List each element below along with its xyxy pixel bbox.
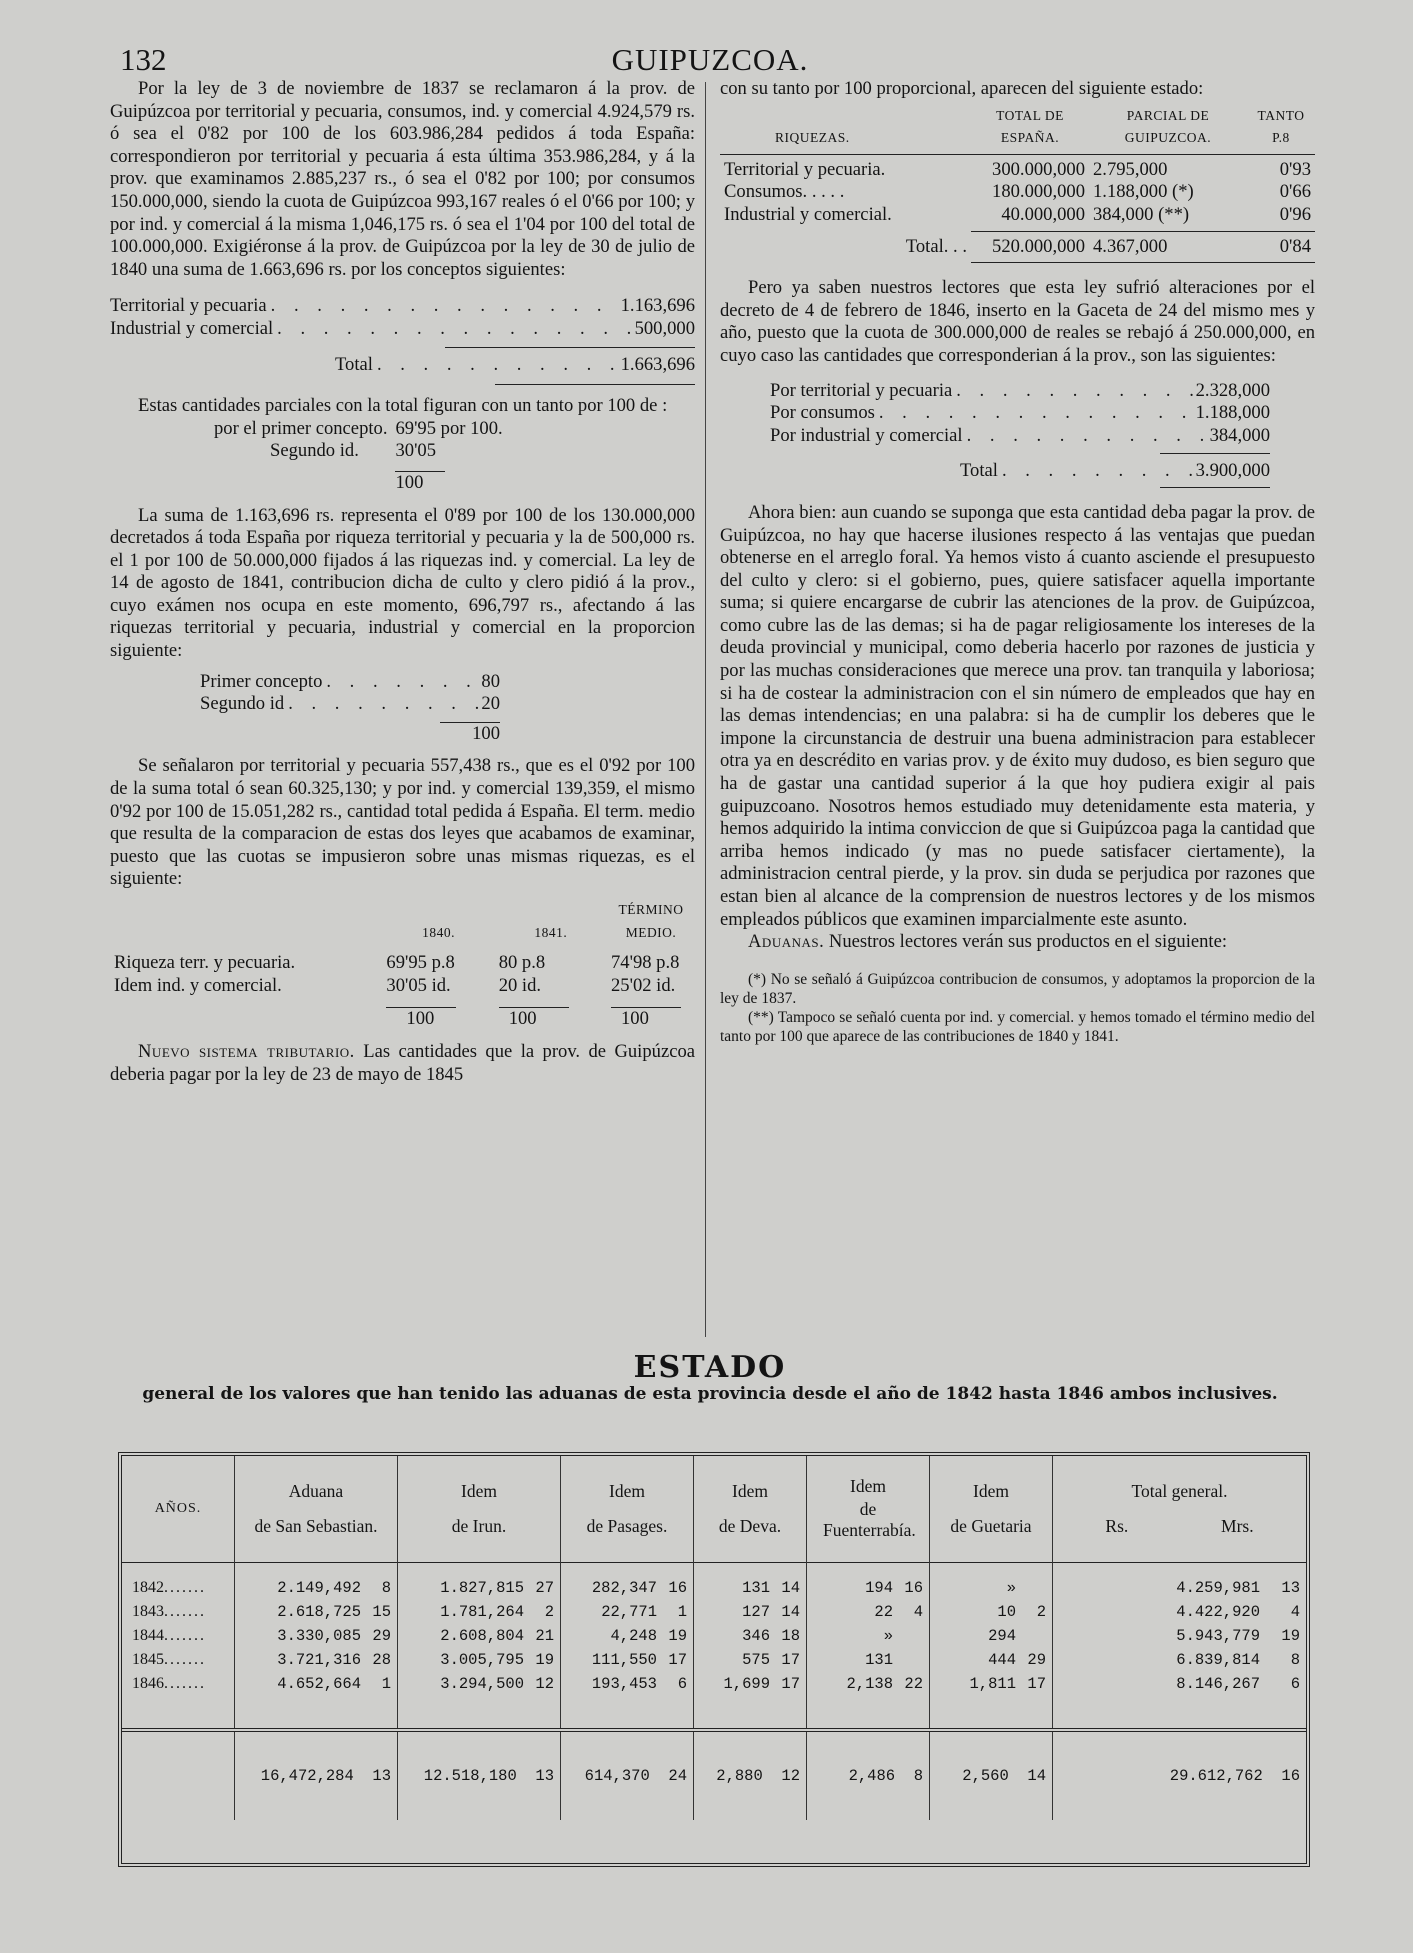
table-cell: 194 16 bbox=[807, 1576, 930, 1600]
col-anos: AÑOS. bbox=[154, 1500, 202, 1516]
list-1846 bbox=[770, 380, 1270, 488]
table-cell: 2.149,492 8 bbox=[235, 1576, 398, 1600]
table-cell: 111,550 17 bbox=[561, 1648, 694, 1672]
list-item: Por territorial y pecuaria . . . 2.328,000 bbox=[770, 380, 1270, 403]
left-paragraph-1: Por la ley de 3 de noviembre de 1837 se reclamaron á la prov. de Guipúzcoa por territorial y pecuaria, consumos, ind. y comercial 4.924,579 rs. ó sea el 0'82 por 100 de los 603.986,284 pedidos á toda España: correspondieron por territorial y pecuaria á esta última 353.986,284, y á la prov. que examinamos 2.885,237 rs., ó sea el 0'82 por 100; por consumos 150.000,000, siendo la cuota de Guipúzcoa 993,167 reales ó el 0'66 por 100; y por ind. y comercial á la misma 1,046,175 rs. ó sea el 1'04 por 100 del total de 100.000,000. Exigiéronse á la prov. de Guipúzcoa por la ley de 30 de julio de 1840 una suma de 1.663,696 rs. por los conceptos siguientes: bbox=[110, 78, 695, 280]
page-number: 132 bbox=[120, 42, 167, 77]
col-header-total: Total general. Rs. Mrs. bbox=[1053, 1456, 1307, 1562]
table-totals-row bbox=[122, 1730, 1306, 1820]
row-total: 4.259,981 13 bbox=[1053, 1576, 1307, 1600]
table-cell: 1.781,264 2 bbox=[398, 1600, 561, 1624]
total-cell: 2,560 14 bbox=[930, 1730, 1053, 1820]
list-1841 bbox=[200, 671, 500, 746]
row-year: 1845....... bbox=[132, 1651, 206, 1668]
table-cell: 2.618,725 15 bbox=[235, 1600, 398, 1624]
left-paragraph-3: La suma de 1.163,696 rs. representa el 0'89 por 100 de los 130.000,000 decretados á toda España por riqueza territorial y pecuaria y la de 500,000 rs. el 1 por 100 de 50.000,000 fijados á las riquezas ind. y comercial. La ley de 14 de agosto de 1841, contribucion dicha de culto y clero pidió á la prov., cuyo exámen nos ocupa en este momento, 696,797 rs., afectando á las riquezas territorial y pecuaria, industrial y comercial en la proporcion siguiente: bbox=[110, 504, 695, 662]
table-row bbox=[122, 1600, 1306, 1624]
list-item: Por industrial y comercial . . . 384,000 bbox=[770, 425, 1270, 448]
list-total: 100 bbox=[472, 722, 500, 744]
left-paragraph-2: Estas cantidades parciales con la total figuran con un tanto por 100 de : bbox=[138, 395, 668, 417]
percent-table: por el primer concepto. 69'95 por 100. Segundo id. 30'05 100 bbox=[214, 417, 503, 493]
table-cell: 282,347 16 bbox=[561, 1576, 694, 1600]
col-header: Idem de Fuenterrabía. bbox=[807, 1456, 930, 1562]
right-paragraph-3: Ahora bien: aun cuando se suponga que esta cantidad deba pagar la prov. de Guipúzcoa, no hay que hacerse ilusiones respecto á las ventajas que puedan obtenerse en el arreglo foral. Ya hemos visto á cuanto asciende el presupuesto del culto y clero: si el gobierno, pues, quiere satisfacer aquella importante suma; si quiere encargarse de cubrir las atenciones de la prov. de Guipúzcoa, como cubre las de las demas; si ha de pagar religiosamente los intereses de la deuda provincial y municipal, como deberia hacerlo por razones de justicia y por las muchas consideraciones que merece una prov. tan tranquila y laboriosa; si ha de costear la administracion con el sin número de empleados que hay en las demas intendencias; en una palabra: si ha de cumplir los deberes que le impone la circunstancia de destruir una buena administracion para establecer otra ya en descrédito en varias prov. y de éxito muy dudoso, es bien seguro que ha de gastar una cantidad superior á la que hoy pudiera exigir al pais guipuzcoano. Nosotros hemos estudiado muy detenidamente esta materia, y hemos adquirido la intima conviccion de que si Guipúzcoa paga la cantidad que arriba hemos indicado (y mas no puede satisfacer ciertamente), la administracion central pierde, y la prov. sin duda se perjudica por razones que estan bien al alcance de la comprension de nuestros lectores y de los mismos empleados públicos que examinen imparcialmente este asunto. bbox=[720, 501, 1315, 930]
column-divider bbox=[705, 82, 706, 1337]
row-year: 1843....... bbox=[132, 1603, 206, 1620]
footnote-1: (*) No se señaló á Guipúzcoa contribucion de consumos, y adoptamos la proporcion de la ley de 1837. bbox=[720, 970, 1315, 1007]
table-row bbox=[122, 1648, 1306, 1672]
left-column bbox=[110, 78, 695, 1086]
aduanas-table bbox=[118, 1452, 1310, 1867]
row-year: 1842....... bbox=[132, 1579, 206, 1596]
col-header: Idem de Deva. bbox=[694, 1456, 807, 1562]
table-cell: 1.827,815 27 bbox=[398, 1576, 561, 1600]
table-cell: 444 29 bbox=[930, 1648, 1053, 1672]
right-paragraph-2: Pero ya saben nuestros lectores que esta ley sufrió alteraciones por el decreto de 4 de febrero de 1846, inserto en la Gaceta de 24 del mismo mes y año, puesto que la cuota de 300.000,000 de reales se rebajó á 250.000,000, en cuyo caso las cantidades que corresponderian á la prov., son las siguientes: bbox=[720, 277, 1315, 366]
table-cell: 3.721,316 28 bbox=[235, 1648, 398, 1672]
row-total: 5.943,779 19 bbox=[1053, 1624, 1307, 1648]
table-row bbox=[122, 1672, 1306, 1696]
estado-title: ESTADO bbox=[633, 1350, 787, 1385]
footnotes bbox=[720, 970, 1315, 1046]
total-cell: 614,370 24 bbox=[561, 1730, 694, 1820]
table-cell: 10 2 bbox=[930, 1600, 1053, 1624]
left-paragraph-4: Se señalaron por territorial y pecuaria 557,438 rs., que es el 0'92 por 100 de la suma total ó sean 60.325,130; y por ind. y comercial 139,359, el mismo 0'92 por 100 de 15.051,282 rs., cantidad total pedida á España. El term. medio que resulta de la comparacion de estas dos leyes que acabamos de examinar, puesto que las cuotas se impusieron sobre unas mismas riquezas, es el siguiente: bbox=[110, 755, 695, 890]
riquezas-table: RIQUEZAS. TOTAL DE ESPAÑA. PARCIAL DE GUIPUZCOA. TANTO P.8 Territorial y pecuaria. 300.000,000 2.795,000 0'93 Consumos. . . . . 180.000,000 1.188,000 (*) 0'66 Industrial y comercial. 40.000,000 384,000 (**) 0'96 Total. . . 520.000,000 4.367,000 0'84 bbox=[720, 105, 1315, 268]
table-cell: 2.608,804 21 bbox=[398, 1624, 561, 1648]
list-item: Primer concepto . . . 80 bbox=[200, 671, 500, 694]
table-cell: 1,811 17 bbox=[930, 1672, 1053, 1696]
table-body bbox=[122, 1562, 1306, 1730]
right-paragraph-1: con su tanto por 100 proporcional, aparecen del siguiente estado: bbox=[720, 78, 1204, 99]
total-cell: 2,486 8 bbox=[807, 1730, 930, 1820]
table-cell: 2,138 22 bbox=[807, 1672, 930, 1696]
table-cell: 131 bbox=[807, 1648, 930, 1672]
left-paragraph-5: Nuevo sistema tributario. Las cantidades que la prov. de Guipúzcoa deberia pagar por la ley de 23 de mayo de 1845 bbox=[110, 1040, 695, 1085]
table-row bbox=[122, 1624, 1306, 1648]
estado-subtitle: general de los valores que han tenido las aduanas de esta provincia desde el año de 1842 hasta 1846 ambos inclusives. bbox=[142, 1384, 1278, 1404]
row-year: 1846....... bbox=[132, 1675, 206, 1692]
grand-total-cell: 29.612,762 16 bbox=[1053, 1730, 1307, 1820]
list-item: Segundo id . . . 20 bbox=[200, 693, 500, 716]
table-row bbox=[122, 1576, 1306, 1600]
table-cell: 3.330,085 29 bbox=[235, 1624, 398, 1648]
table-cell: 4.652,664 1 bbox=[235, 1672, 398, 1696]
right-paragraph-4: Aduanas. Nuestros lectores verán sus productos en el siguiente: bbox=[748, 931, 1228, 953]
table-cell: 3.294,500 12 bbox=[398, 1672, 561, 1696]
list-total: Total . . . 3.900,000 bbox=[960, 460, 1270, 483]
right-column bbox=[720, 78, 1315, 1046]
list-item: Por consumos . . . 1.188,000 bbox=[770, 402, 1270, 425]
row-year: 1844....... bbox=[132, 1627, 206, 1644]
table-cell: 22,771 1 bbox=[561, 1600, 694, 1624]
comparison-table: 1840. 1841. TÉRMINO MEDIO. Riqueza terr. y pecuaria. 69'95 p.8 80 p.8 74'98 p.8 Idem ind. y comercial. 30'05 id. 20 id. 25'02 id. 100 100 100 bbox=[114, 902, 684, 1030]
list-1840 bbox=[110, 295, 695, 385]
table-cell: 127 14 bbox=[694, 1600, 807, 1624]
col-header: Aduana de San Sebastian. bbox=[235, 1456, 398, 1562]
total-cell: 16,472,284 13 bbox=[235, 1730, 398, 1820]
table-cell: 1,699 17 bbox=[694, 1672, 807, 1696]
list-item: Industrial y comercial . . . 500,000 bbox=[110, 318, 695, 341]
table-cell: 294 bbox=[930, 1624, 1053, 1648]
col-header: Idem de Guetaria bbox=[930, 1456, 1053, 1562]
page-header bbox=[110, 38, 1310, 78]
list-item: Territorial y pecuaria . . . 1.163,696 bbox=[110, 295, 695, 318]
table-cell: 4,248 19 bbox=[561, 1624, 694, 1648]
total-cell: 12.518,180 13 bbox=[398, 1730, 561, 1820]
list-total: Total . . . 1.663,696 bbox=[335, 354, 695, 377]
table-cell: » bbox=[807, 1624, 930, 1648]
row-total: 8.146,267 6 bbox=[1053, 1672, 1307, 1696]
table-cell: 3.005,795 19 bbox=[398, 1648, 561, 1672]
estado-heading bbox=[90, 1352, 1330, 1405]
total-cell: 2,880 12 bbox=[694, 1730, 807, 1820]
table-cell: » bbox=[930, 1576, 1053, 1600]
row-total: 4.422,920 4 bbox=[1053, 1600, 1307, 1624]
col-header: Idem de Irun. bbox=[398, 1456, 561, 1562]
table-cell: 22 4 bbox=[807, 1600, 930, 1624]
table-cell: 346 18 bbox=[694, 1624, 807, 1648]
col-header: Idem de Pasages. bbox=[561, 1456, 694, 1562]
row-total: 6.839,814 8 bbox=[1053, 1648, 1307, 1672]
table-cell: 575 17 bbox=[694, 1648, 807, 1672]
table-cell: 193,453 6 bbox=[561, 1672, 694, 1696]
page-title: GUIPUZCOA. bbox=[611, 42, 809, 77]
footnote-2: (**) Tampoco se señaló cuenta por ind. y comercial. y hemos tomado el término medio del tanto por 100 que aparece de las contribuciones de 1840 y 1841. bbox=[720, 1008, 1315, 1045]
table-cell: 131 14 bbox=[694, 1576, 807, 1600]
